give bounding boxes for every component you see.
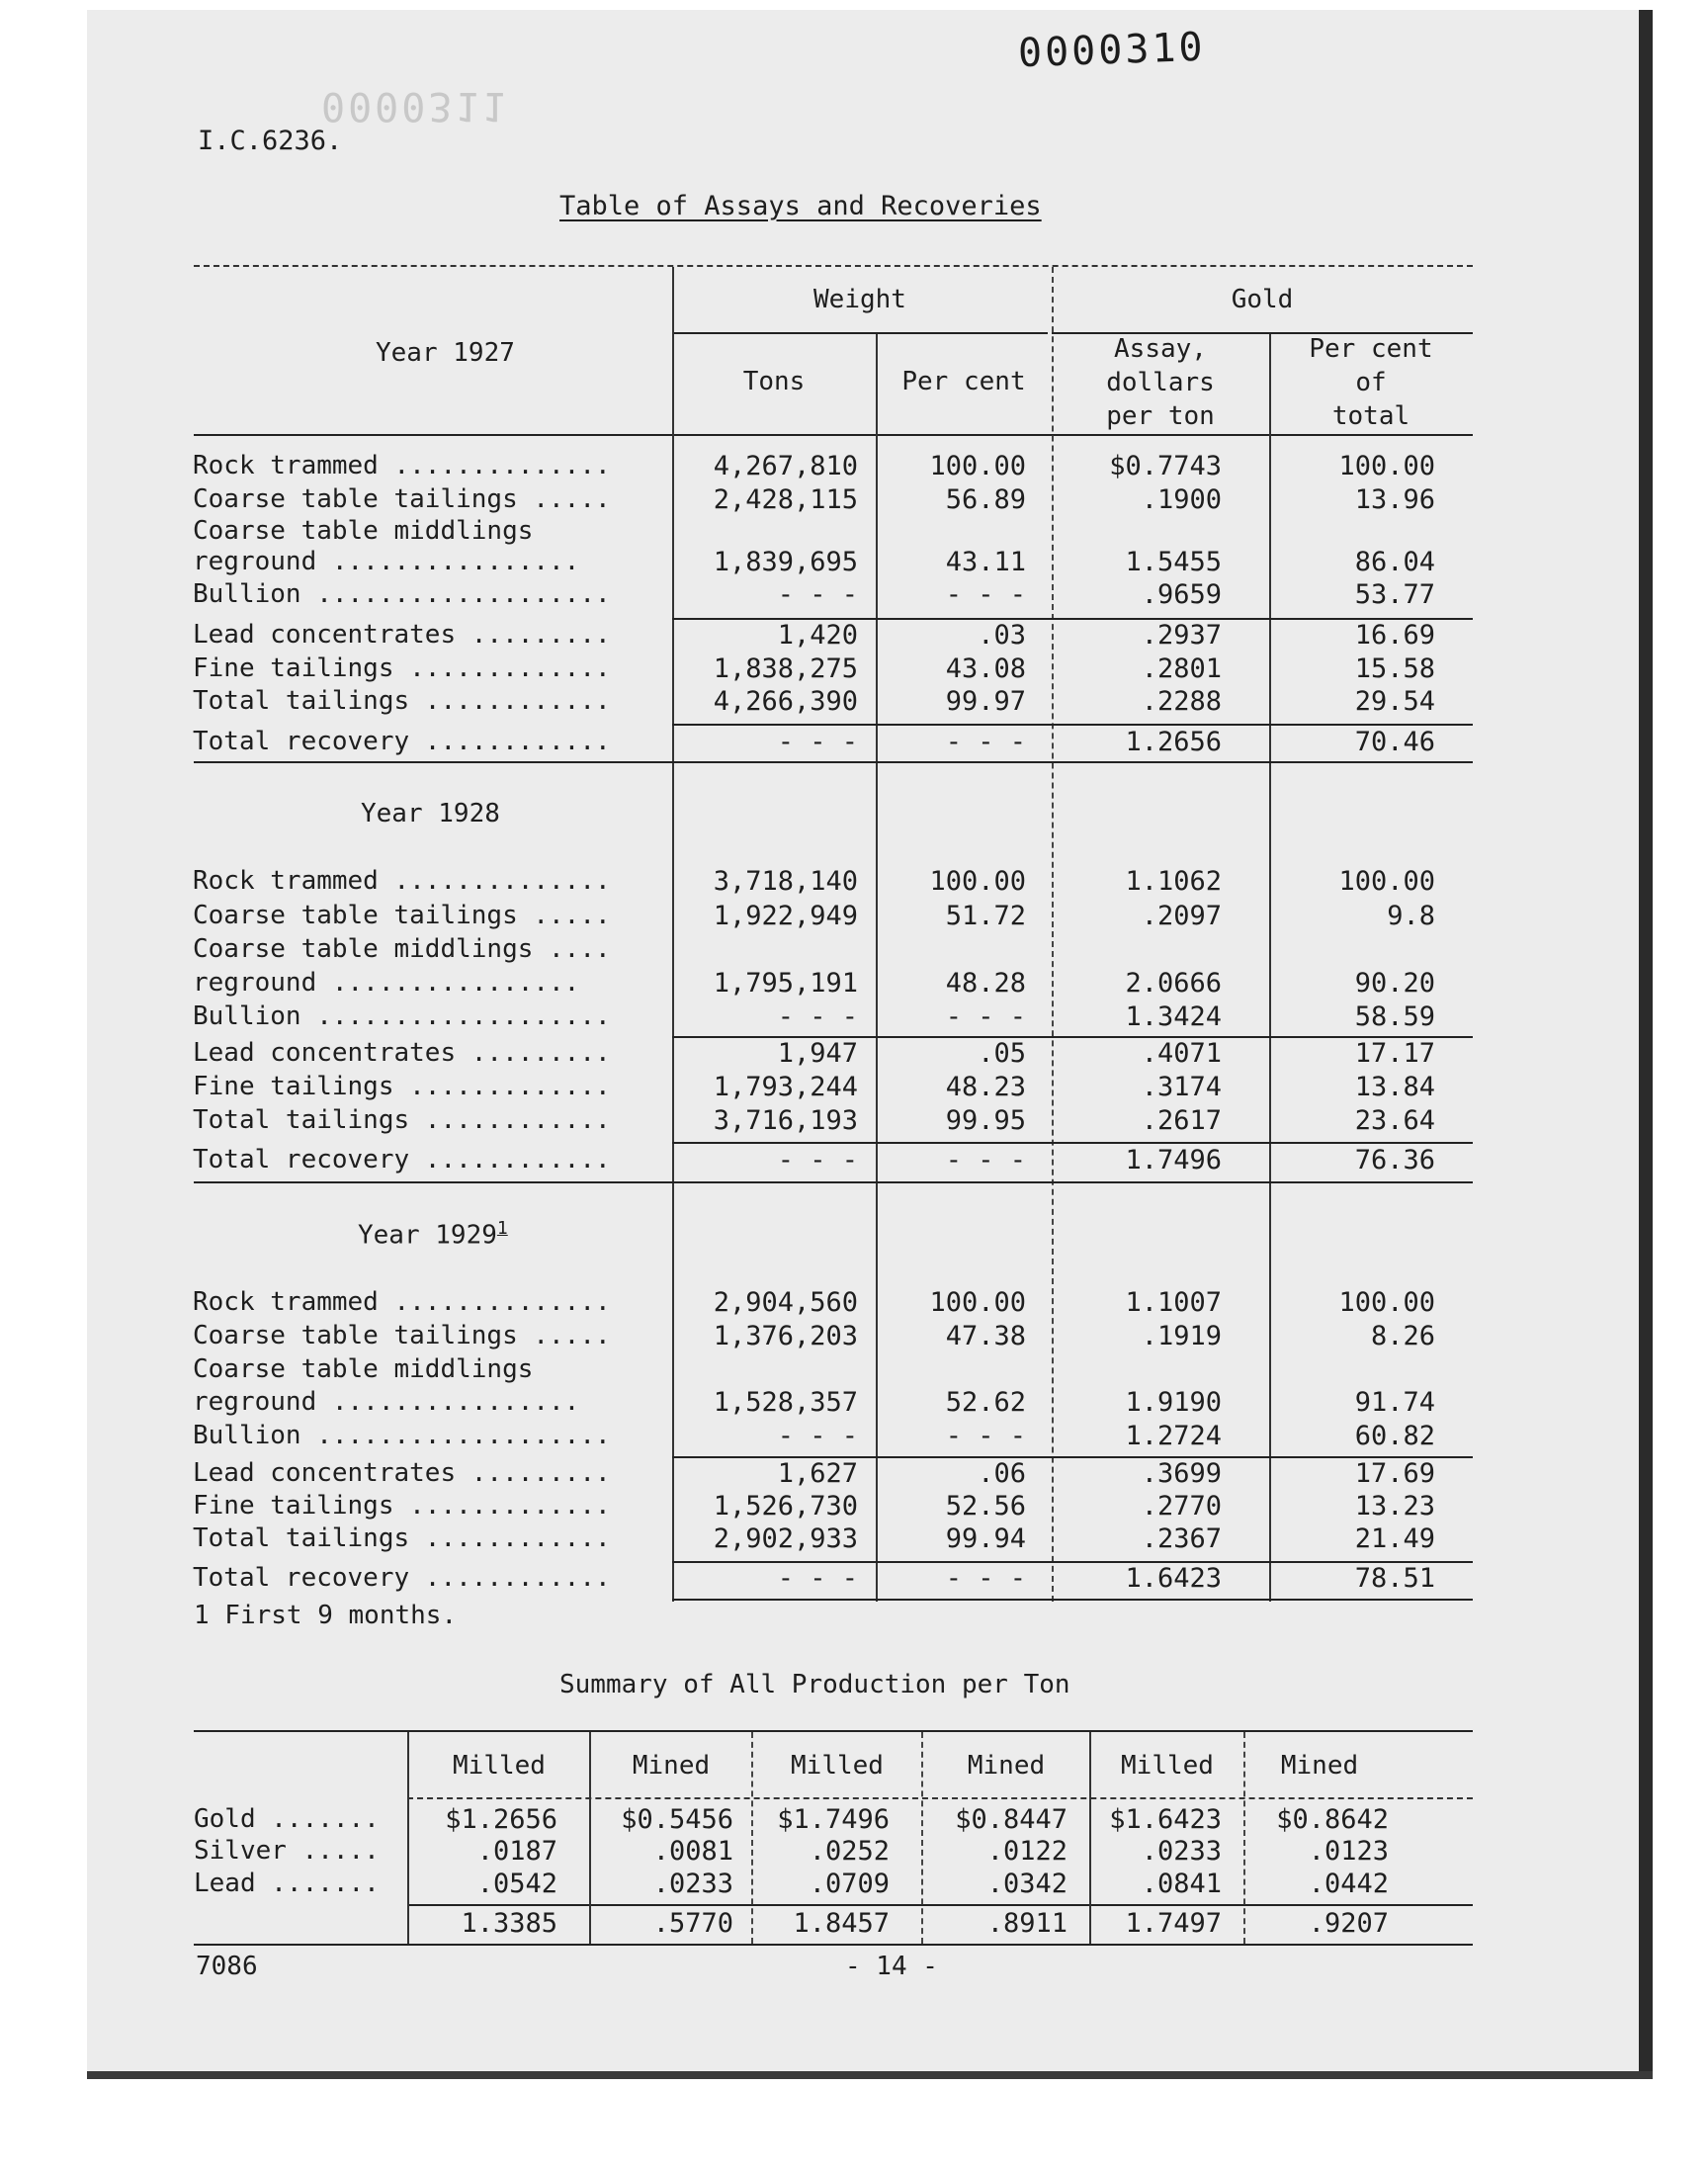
tons-cell: - - - [777,1001,858,1032]
summary-col-header: Milled [1121,1751,1214,1781]
summary-total-cell: 1.8457 [793,1908,890,1939]
gold-percent-column-header: Per cent of total [1309,334,1433,431]
weight-group-rule [672,332,1048,334]
summary-col-header: Milled [453,1751,546,1781]
assay-cell: .2770 [1141,1491,1222,1522]
percent-cell: .03 [978,620,1026,651]
tons-cell: 4,267,810 [713,451,858,481]
assay-cell: 1.5455 [1125,547,1222,577]
percent-cell: 99.97 [945,686,1026,717]
percent-cell: 52.56 [945,1491,1026,1522]
assay-cell: .2367 [1141,1523,1222,1554]
row-label: Bullion ................... [193,579,611,609]
row-label: Lead concentrates ......... [193,620,611,650]
row-label: Fine tailings ............. [193,653,611,683]
summary-cell: .0709 [809,1869,890,1899]
summary-cell: .0187 [476,1836,557,1867]
gold-percent-cell: 78.51 [1354,1563,1435,1594]
summary-header-rule [407,1797,1473,1799]
summary-col-header: Mined [1280,1751,1359,1781]
row-label: Total recovery ............ [193,727,611,756]
assay-cell: 1.9190 [1125,1387,1222,1418]
row-label: Lead concentrates ......... [193,1038,611,1068]
tons-cell: 1,947 [777,1038,858,1069]
gold-percent-cell: 91.74 [1354,1387,1435,1418]
summary-cell: .0841 [1141,1869,1222,1899]
summary-cell: .0081 [652,1836,733,1867]
summary-cell: .0442 [1308,1869,1389,1899]
assay-cell: 1.1007 [1125,1287,1222,1318]
percent-cell: 48.23 [945,1072,1026,1102]
summary-total-cell: 1.7497 [1125,1908,1222,1939]
assay-cell: .2937 [1141,620,1222,651]
percent-cell: 100.00 [929,1287,1026,1318]
assay-cell: 1.7496 [1125,1145,1222,1175]
page-number: - 14 - [845,1952,938,1981]
assay-cell: $0.7743 [1109,451,1222,481]
summary-cell: .0233 [652,1869,733,1899]
row-label: Coarse table tailings ..... [193,901,611,930]
assay-cell: .9659 [1141,579,1222,610]
row-label: Total tailings ............ [193,686,611,716]
summary-top-rule [194,1730,1473,1732]
assay-cell: .2097 [1141,901,1222,931]
year-1929-header: Year 1929$^1$ [358,1218,508,1251]
table-header-rule [194,434,1473,436]
tons-percent-divider [876,334,878,1602]
assay-cell: .2801 [1141,653,1222,684]
tons-cell: 1,420 [777,620,858,651]
row-label: Coarse table tailings ..... [193,1321,611,1350]
percent-cell: - - - [945,1145,1026,1175]
tons-cell: 2,428,115 [713,484,858,515]
gold-percent-cell: 13.23 [1354,1491,1435,1522]
tons-cell: 3,718,140 [713,866,858,897]
gold-percent-cell: 8.26 [1370,1321,1435,1351]
tons-cell: - - - [777,1563,858,1594]
assay-cell: 1.2656 [1125,727,1222,757]
tons-cell: 1,795,191 [713,968,858,999]
summary-total-cell: 1.3385 [461,1908,557,1939]
percent-cell: 52.62 [945,1387,1026,1418]
assay-cell: 2.0666 [1125,968,1222,999]
gold-percent-cell: 17.69 [1354,1458,1435,1489]
row-label: Lead concentrates ......... [193,1458,611,1488]
summary-col-header: Mined [632,1751,711,1781]
tons-cell: 1,793,244 [713,1072,858,1102]
summary-col-header: Milled [791,1751,884,1781]
percent-cell: 99.94 [945,1523,1026,1554]
assay-cell: .2617 [1141,1105,1222,1136]
row-label: reground ................ [193,1387,580,1417]
gold-percent-cell: 29.54 [1354,686,1435,717]
tons-cell: 1,838,275 [713,653,858,684]
assay-cell: 1.6423 [1125,1563,1222,1594]
row-label: Total tailings ............ [193,1523,611,1553]
weight-group-header: Weight [813,285,906,314]
summary-row-label: Silver ..... [194,1836,380,1866]
summary-col-header: Mined [967,1751,1046,1781]
row-label: Total tailings ............ [193,1105,611,1135]
tons-cell: 1,376,203 [713,1321,858,1351]
summary-cell: .0233 [1141,1836,1222,1867]
footer-code: 7086 [196,1952,258,1981]
document-number: I.C.6236. [198,126,343,156]
summary-row-label: Gold ....... [194,1804,380,1834]
gold-percent-cell: 100.00 [1338,451,1435,481]
table-top-rule [194,265,1473,267]
tons-cell: 1,528,357 [713,1387,858,1418]
assay-column-header: Assay, dollars per ton [1106,334,1215,431]
footnote: 1 First 9 months. [194,1601,458,1630]
gold-percent-cell: 90.20 [1354,968,1435,999]
tons-cell: 4,266,390 [713,686,858,717]
summary-cell: $0.8642 [1276,1804,1389,1835]
tons-cell: - - - [777,579,858,610]
summary-cell: .0542 [476,1869,557,1899]
subtotal-rule [672,1142,1473,1144]
percent-cell: 56.89 [945,484,1026,515]
row-label: Bullion ................... [193,1421,611,1450]
percent-cell: - - - [945,1563,1026,1594]
summary-total-cell: .9207 [1308,1908,1389,1939]
weight-percent-column-header: Per cent [901,367,1026,396]
gold-percent-cell: 13.96 [1354,484,1435,515]
gold-percent-cell: 9.8 [1387,901,1435,931]
gold-percent-cell: 70.46 [1354,727,1435,757]
row-label: reground ................ [193,968,580,998]
percent-cell: - - - [945,727,1026,757]
tons-cell: 3,716,193 [713,1105,858,1136]
tons-cell: 1,627 [777,1458,858,1489]
year-separator-rule [194,1181,1473,1183]
bleed-through-number: 0000311 [321,83,509,129]
tons-cell: 2,904,560 [713,1287,858,1318]
gold-percent-cell: 76.36 [1354,1145,1435,1175]
summary-cell: $1.2656 [445,1804,557,1835]
row-label: Coarse table tailings ..... [193,484,611,514]
year-1927-header: Year 1927 [376,338,515,368]
row-label: Rock trammed .............. [193,1287,611,1317]
table-bottom-rule [672,1599,1473,1601]
row-label: Coarse table middlings [193,516,534,546]
percent-cell: - - - [945,1001,1026,1032]
summary-cell: $0.5456 [621,1804,733,1835]
gold-percent-cell: 15.58 [1354,653,1435,684]
subtotal-rule [672,724,1473,726]
tons-column-header: Tons [742,367,806,396]
tons-cell: 1,839,695 [713,547,858,577]
row-label: Coarse table middlings [193,1354,534,1384]
summary-cell: .0123 [1308,1836,1389,1867]
assay-cell: .3699 [1141,1458,1222,1489]
tons-cell: - - - [777,1421,858,1451]
row-label: Total recovery ............ [193,1145,611,1174]
gold-percent-cell: 21.49 [1354,1523,1435,1554]
assay-cell: .1900 [1141,484,1222,515]
gold-percent-cell: 53.77 [1354,579,1435,610]
percent-cell: 43.11 [945,547,1026,577]
weight-gold-divider [1052,267,1054,1602]
tons-cell: - - - [777,727,858,757]
summary-title: Summary of All Production per Ton [559,1670,1070,1699]
row-label: Fine tailings ............. [193,1072,611,1101]
percent-cell: 100.00 [929,866,1026,897]
percent-cell: 47.38 [945,1321,1026,1351]
percent-cell: 51.72 [945,901,1026,931]
summary-total-rule [407,1904,1473,1906]
summary-cell: $1.6423 [1109,1804,1222,1835]
gold-percent-cell: 100.00 [1338,1287,1435,1318]
percent-cell: 100.00 [929,451,1026,481]
row-label: Rock trammed .............. [193,866,611,896]
summary-bottom-rule [194,1944,1473,1946]
summary-cell: .0342 [986,1869,1068,1899]
gold-percent-cell: 60.82 [1354,1421,1435,1451]
summary-cell: .0122 [986,1836,1068,1867]
row-label: Bullion ................... [193,1001,611,1031]
percent-cell: 48.28 [945,968,1026,999]
gold-percent-cell: 17.17 [1354,1038,1435,1069]
assay-cell: .2288 [1141,686,1222,717]
summary-total-cell: .8911 [986,1908,1068,1939]
gold-percent-cell: 86.04 [1354,547,1435,577]
assay-cell: .4071 [1141,1038,1222,1069]
gold-percent-cell: 13.84 [1354,1072,1435,1102]
footnote-marker: 1 [496,1218,508,1239]
summary-cell: $1.7496 [777,1804,890,1835]
gold-percent-cell: 23.64 [1354,1105,1435,1136]
archive-stamp-number: 0000310 [1017,24,1207,77]
percent-cell: - - - [945,1421,1026,1451]
gold-percent-cell: 58.59 [1354,1001,1435,1032]
percent-cell: - - - [945,579,1026,610]
percent-cell: .05 [978,1038,1026,1069]
gold-percent-cell: 16.69 [1354,620,1435,651]
row-label: Fine tailings ............. [193,1491,611,1521]
table-title: Table of Assays and Recoveries [559,191,1042,221]
percent-cell: .06 [978,1458,1026,1489]
tons-cell: 1,526,730 [713,1491,858,1522]
tons-cell: 1,922,949 [713,901,858,931]
percent-cell: 99.95 [945,1105,1026,1136]
assay-cell: 1.2724 [1125,1421,1222,1451]
gold-percent-cell: 100.00 [1338,866,1435,897]
summary-cell: .0252 [809,1836,890,1867]
row-label: Coarse table middlings .... [193,934,611,964]
percent-cell: 43.08 [945,653,1026,684]
gold-group-header: Gold [1231,285,1294,314]
assay-cell: .1919 [1141,1321,1222,1351]
label-column-divider [672,267,674,1602]
row-label: Rock trammed .............. [193,451,611,480]
year-separator-rule [194,761,1473,763]
assay-percent-divider [1269,334,1271,1602]
assay-cell: 1.3424 [1125,1001,1222,1032]
assay-cell: 1.1062 [1125,866,1222,897]
tons-cell: 2,902,933 [713,1523,858,1554]
summary-total-cell: .5770 [652,1908,733,1939]
row-label: Total recovery ............ [193,1563,611,1593]
year-1928-header: Year 1928 [361,799,500,828]
summary-cell: $0.8447 [955,1804,1068,1835]
row-label: reground ................ [193,547,580,576]
summary-row-label: Lead ....... [194,1869,380,1898]
tons-cell: - - - [777,1145,858,1175]
assay-cell: .3174 [1141,1072,1222,1102]
